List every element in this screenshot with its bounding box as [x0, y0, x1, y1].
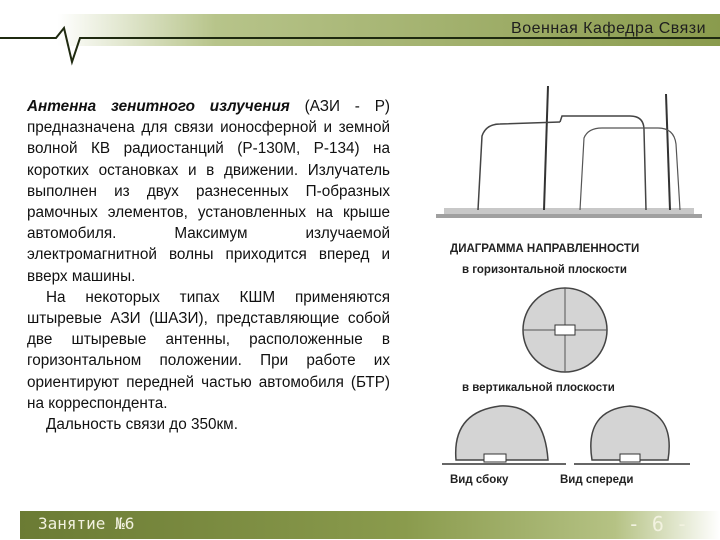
diagram-title: ДИАГРАММА НАПРАВЛЕННОСТИ	[450, 243, 640, 255]
vertical-pattern-front-diagram	[570, 398, 700, 478]
antenna-term: Антенна зенитного излучения	[27, 98, 290, 115]
side-view-label: Вид сбоку	[450, 474, 509, 486]
front-view-label: Вид спереди	[560, 474, 634, 486]
vertical-pattern-side-diagram	[440, 398, 570, 478]
horizontal-plane-caption: в горизонтальной плоскости	[462, 264, 628, 276]
page-number: - 6 -	[627, 512, 688, 536]
paragraph-1-text: (АЗИ - Р) предназначена для связи ионосферной и земной волной КВ радиостанций (Р-130М, Р-134) на коротких остановках и в движении. Излучатель выполнен из двух разнесенных П-образных рамочных элементов, установленных на крыше автомобиля. Максимум излучаемой электромагнитной волны приходится вперед и вверх машины.	[27, 98, 390, 285]
paragraph-1	[27, 96, 390, 287]
lesson-label: Занятие №6	[38, 514, 135, 533]
paragraph-2: На некоторых типах КШМ применяются штыревые АЗИ (ШАЗИ), представляющие собой две штыревые антенны, расположенные в горизонтальном положении. При работе их ориентируют передней частью автомобиля (БТР) на корреспондента.	[27, 288, 390, 412]
horizontal-pattern-diagram	[430, 280, 708, 380]
main-text	[27, 96, 390, 435]
antenna-vehicle-image	[430, 86, 708, 226]
paragraph-3: Дальность связи до 350км.	[46, 416, 238, 434]
right-panel	[430, 86, 708, 506]
vertical-plane-caption: в вертикальной плоскости	[462, 382, 615, 394]
page-title: Военная Кафедра Связи	[511, 20, 706, 37]
